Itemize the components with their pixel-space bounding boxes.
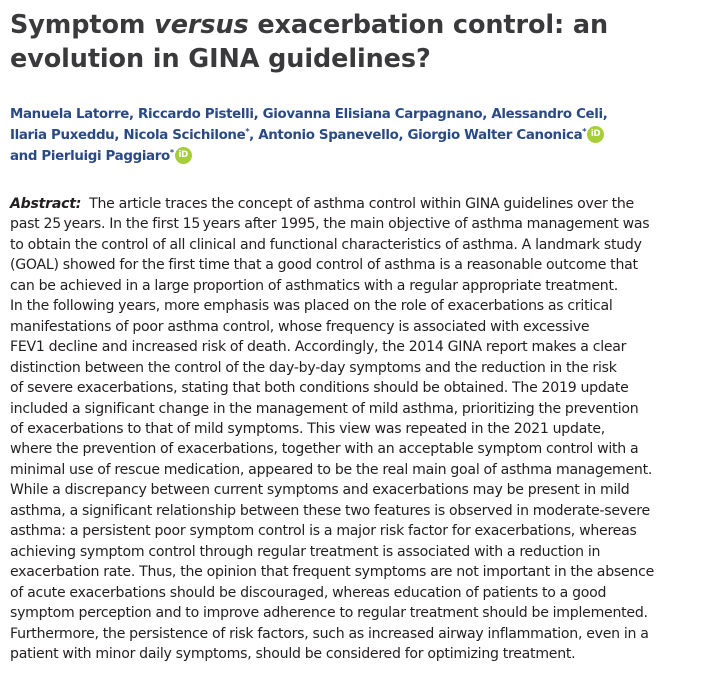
abstract-line: asthma: a persistent poor symptom control is a major risk factor for exacerbations, whereas [10,523,637,540]
abstract-line: past 25 years. In the first 15 years after 1995, the main objective of asthma management was [10,216,650,233]
corresponding-mark: * [169,148,174,157]
author-text-canonica: , Antonio Spanevello, Giorgio Walter Canonica [249,128,583,143]
abstract-line: While a discrepancy between current symptoms and exacerbations may be present in mild [10,482,630,499]
author-line-3 [10,146,712,167]
corresponding-mark: * [582,127,587,136]
author-line-2 [10,125,712,146]
abstract-line: manifestations of poor asthma control, whose frequency is associated with excessive [10,318,590,335]
title-part-1: Symptom [10,10,155,40]
abstract-line: asthma, a significant relationship between these two features is observed in moderate-severe [10,502,650,519]
title-line-2: evolution in GINA guidelines? [10,44,431,74]
abstract-line: symptom perception and to improve adherence to regular treatment should be implemented. [10,605,648,622]
abstract-label: Abstract: [10,196,82,212]
abstract-line: included a significant change in the management of mild asthma, prioritizing the prevention [10,400,639,417]
author-list [10,104,712,167]
author-line-1: Manuela Latorre, Riccardo Pistelli, Giovanna Elisiana Carpagnano, Alessandro Celi, [10,107,608,122]
abstract-line: to obtain the control of all clinical and functional characteristics of asthma. A landmark study [10,236,642,253]
article-title [10,8,712,76]
author-text-paggiaro: and Pierluigi Paggiaro [10,149,170,164]
title-part-3: exacerbation control: an [248,10,609,40]
title-italic-versus: versus [154,10,249,40]
abstract-line: FEV1 decline and increased risk of death. Accordingly, the 2014 GINA report makes a clear [10,339,627,356]
abstract-line: achieving symptom control through regular treatment is associated with a reduction in [10,543,601,560]
abstract-line: of severe exacerbations, stating that both conditions should be obtained. The 2019 update [10,380,629,397]
abstract-line: In the following years, more emphasis was placed on the role of exacerbations as critical [10,298,613,315]
abstract-line: can be achieved in a large proportion of asthmatics with a regular appropriate treatment. [10,277,618,294]
article-header [10,8,712,664]
abstract-line: distinction between the control of the day-by-day symptoms and the reduction in the risk [10,359,617,376]
abstract [10,194,712,664]
orcid-icon[interactable]: iD [175,147,192,164]
abstract-line: of exacerbations to that of mild symptoms. This view was repeated in the 2021 update, [10,420,606,437]
author-text-scichilone: Ilaria Puxeddu, Nicola Scichilone [10,128,246,143]
abstract-line: of acute exacerbations should be discouraged, whereas education of patients to a good [10,584,607,601]
abstract-line: Furthermore, the persistence of risk factors, such as increased airway inflammation, even in a [10,625,649,642]
abstract-line: Abstract: The article traces the concept of asthma control within GINA guidelines over the [10,196,634,212]
abstract-line: where the prevention of exacerbations, together with an acceptable symptom control with a [10,441,639,458]
abstract-line: (GOAL) showed for the first time that a good control of asthma is a reasonable outcome that [10,257,638,274]
abstract-line: exacerbation rate. Thus, the opinion that frequent symptoms are not important in the absence [10,564,655,581]
abstract-line: minimal use of rescue medication, appeared to be the real main goal of asthma management. [10,461,653,478]
abstract-line: patient with minor daily symptoms, should be considered for optimizing treatment. [10,645,576,662]
orcid-icon[interactable]: iD [587,126,604,143]
corresponding-mark: * [245,127,250,136]
